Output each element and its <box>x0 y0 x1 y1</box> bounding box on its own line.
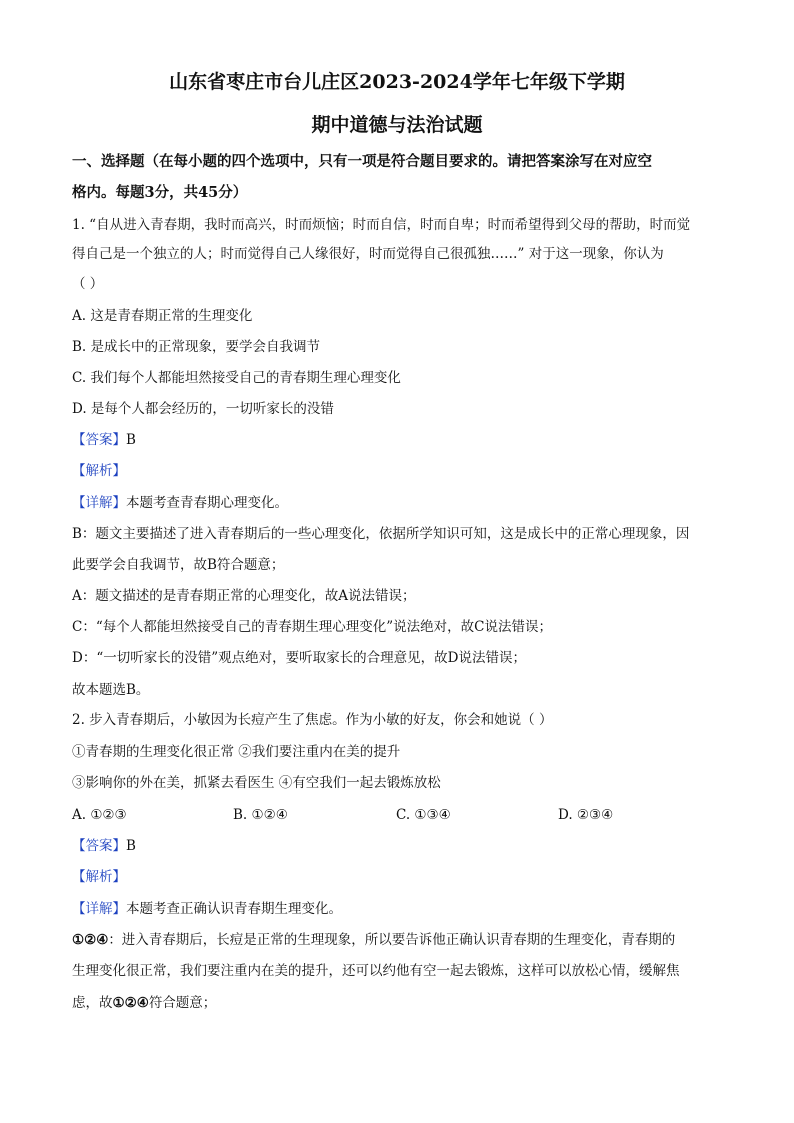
q1-analysis-tag: 【解析】 <box>72 463 126 479</box>
section-header-line-2: 格内。每题3分，共45分） <box>72 184 248 201</box>
q2-explanation-line-2: 生理变化很正常，我们要注重内在美的提升，还可以约他有空一起去锻炼，这样可以放松心情，缓解焦 <box>72 963 680 979</box>
q2-explanation-text-3-bold: ①②④ <box>112 995 149 1011</box>
q2-statements-line-1: ①青春期的生理变化很正常 ②我们要注重内在美的提升 <box>72 744 401 760</box>
q1-explanation-c: C：“每个人都能坦然接受自己的青春期生理心理变化”说法绝对，故C说法错误； <box>72 619 552 635</box>
q2-option-b: B. ①②④ <box>233 807 288 823</box>
q2-option-c: C. ①③④ <box>396 807 451 823</box>
q1-detail-tag: 【详解】 <box>72 495 126 511</box>
q2-answer-value: B <box>126 838 136 854</box>
q2-detail-tag: 【详解】 <box>72 901 126 917</box>
q1-detail-text: 本题考查青春期心理变化。 <box>126 495 288 511</box>
q2-answer-tag: 【答案】 <box>72 838 126 854</box>
q2-explanation-prefix: ①②④ <box>72 932 109 948</box>
q2-detail <box>72 900 732 918</box>
q2-option-d: D. ②③④ <box>558 807 614 823</box>
q2-explanation-line-3 <box>72 994 732 1012</box>
q1-stem-line-2: 得自己是一个独立的人；时而觉得自己人缘很好，时而觉得自己很孤独……” 对于这一现象，你认为 <box>72 246 664 262</box>
q1-stem-line-1: 1. “自从进入青春期，我时而高兴，时而烦恼；时而自信，时而自卑；时而希望得到父母的帮助，时而觉 <box>72 217 691 233</box>
document-title: 山东省枣庄市台儿庄区2023-2024学年七年级下学期 <box>169 71 625 93</box>
q1-option-a: A. 这是青春期正常的生理变化 <box>72 308 253 324</box>
q1-stem-line-3: （ ） <box>72 276 104 292</box>
q1-answer <box>72 431 732 449</box>
q2-explanation-text-1: ：进入青春期后，长痘是正常的生理现象，所以要告诉他正确认识青春期的生理变化，青春期的 <box>108 932 676 948</box>
q1-option-b: B. 是成长中的正常现象，要学会自我调节 <box>72 339 321 355</box>
q1-option-c: C. 我们每个人都能坦然接受自己的青春期生理心理变化 <box>72 370 401 386</box>
q2-answer <box>72 837 732 855</box>
section-header-line-1: 一、选择题（在每小题的四个选项中，只有一项是符合题目要求的。请把答案涂写在对应空 <box>72 153 652 170</box>
q2-statements-line-2: ③影响你的外在美，抓紧去看医生 ④有空我们一起去锻炼放松 <box>72 775 441 791</box>
q1-analysis <box>72 462 732 480</box>
q2-stem: 2. 步入青春期后，小敏因为长痘产生了焦虑。作为小敏的好友，你会和她说（ ） <box>72 712 553 728</box>
q2-explanation-line-1 <box>72 931 732 949</box>
q1-detail <box>72 494 732 512</box>
q1-conclusion: 故本题选B。 <box>72 682 150 698</box>
q2-option-a: A. ①②③ <box>72 807 127 823</box>
q2-analysis-tag: 【解析】 <box>72 869 126 885</box>
q1-explanation-b-line-2: 此要学会自我调节，故B符合题意； <box>72 557 285 573</box>
q2-analysis <box>72 868 732 886</box>
q1-answer-value: B <box>126 432 136 448</box>
q1-option-d: D. 是每个人都会经历的，一切听家长的没错 <box>72 401 334 417</box>
q2-explanation-text-3a: 虑，故 <box>72 995 113 1011</box>
q1-explanation-b-line-1: B：题文主要描述了进入青春期后的一些心理变化，依据所学知识可知，这是成长中的正常心理现象，因 <box>72 526 690 542</box>
q1-explanation-d: D：“一切听家长的没错”观点绝对，要听取家长的合理意见，故D说法错误； <box>72 650 526 666</box>
document-subtitle: 期中道德与法治试题 <box>311 114 483 136</box>
q2-detail-text: 本题考查正确认识青春期生理变化。 <box>126 901 342 917</box>
q1-explanation-a: A：题文描述的是青春期正常的心理变化，故A说法错误； <box>72 588 416 604</box>
q2-explanation-text-3b: 符合题意； <box>148 995 217 1011</box>
q1-answer-tag: 【答案】 <box>72 432 126 448</box>
